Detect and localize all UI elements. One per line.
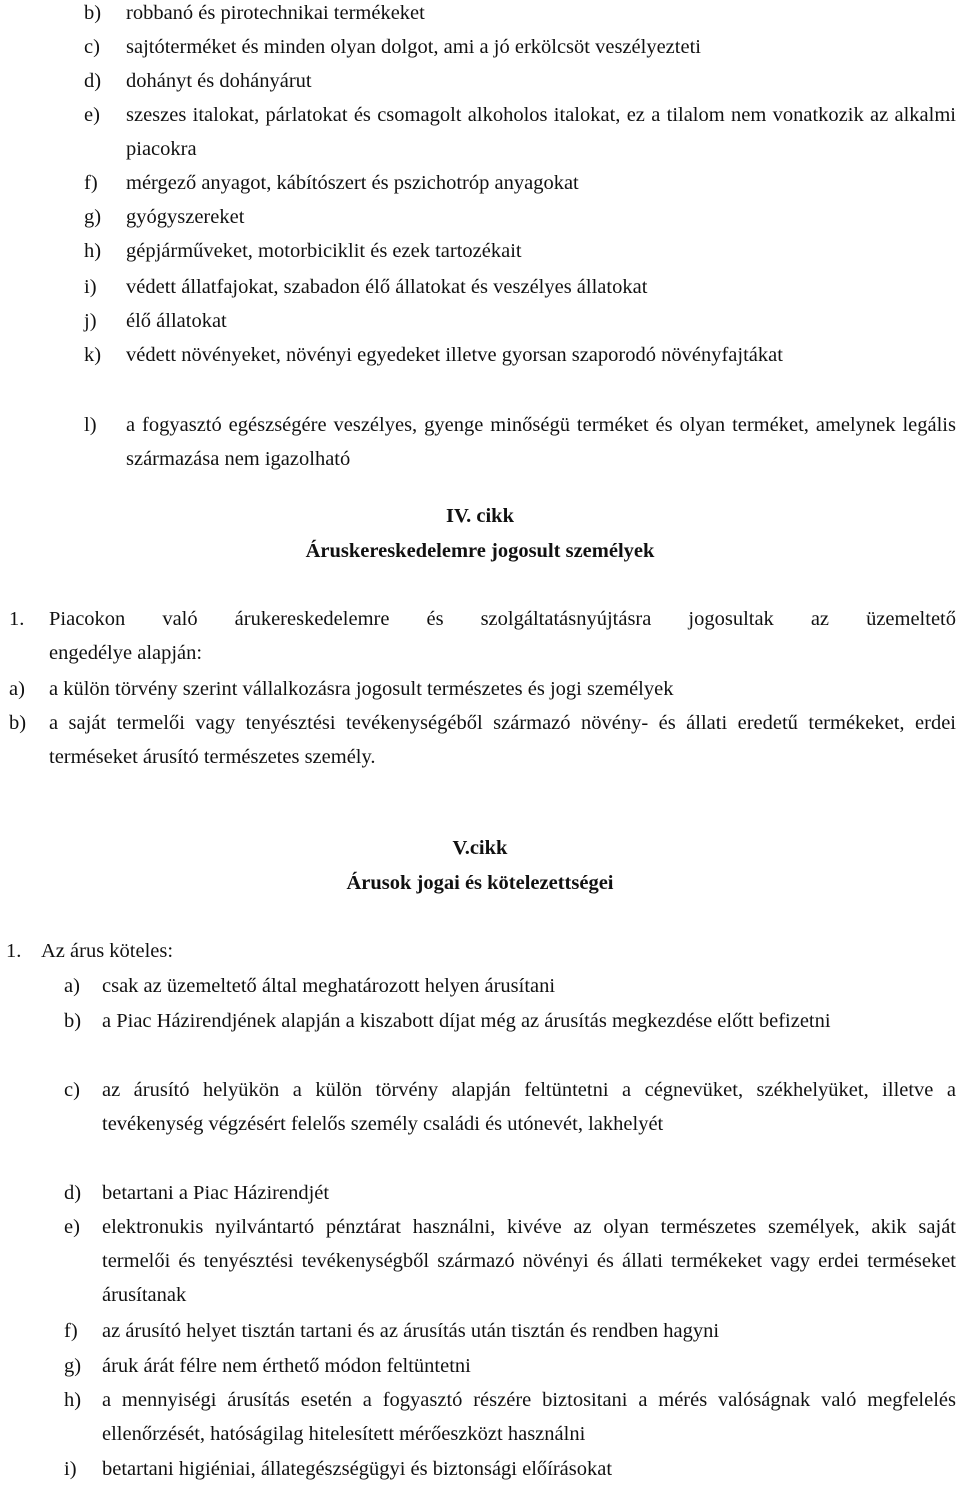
item-text: betartani higiéniai, állategészségügyi és biztonsági előírásokat [102, 1458, 613, 1480]
item-marker: k) [84, 344, 102, 366]
item-text: a mennyiségi árusítás esetén a fogyasztó részére biztositani a mérés valóságnak való megfelelés ellenőrzését, hatóságilag hitelesített mérőeszközt használni [102, 1389, 956, 1445]
item-text: élő állatokat [126, 310, 227, 332]
item-text: elektronukis nyilvántartó pénztárat használni, kivéve az olyan természetes személyek, akik saját termelői és tenyésztési tevékenységből származó növényi és állati termékeket vagy erdei terméseket árusítanak [102, 1216, 956, 1306]
item-text: a Piac Házirendjének alapján a kiszabott díjat még az árusítás megkezdése előtt befizetni [102, 1010, 831, 1032]
article-4-number: IV. cikk [446, 505, 514, 527]
paragraph-text: Az árus köteles: [41, 940, 174, 962]
item-text: a saját termelői vagy tenyésztési tevékenységéből származó növény- és állati eredetű termékeket, erdei terméseket árusító természetes személy. [49, 712, 956, 768]
item-text: gépjárműveket, motorbiciklit és ezek tartozékait [126, 240, 522, 262]
item-marker: b) [84, 2, 102, 24]
item-text: védett állatfajokat, szabadon élő állatokat és veszélyes állatokat [126, 276, 648, 298]
item-marker: f) [84, 172, 98, 194]
list-item [84, 304, 956, 338]
item-text: dohányt és dohányárut [126, 70, 312, 92]
list-item [84, 408, 956, 476]
item-marker: d) [64, 1182, 82, 1204]
list-item [84, 0, 956, 30]
item-marker: a) [9, 678, 25, 700]
item-marker: h) [64, 1389, 82, 1411]
item-text: sajtóterméket és minden olyan dolgot, ami a jó erkölcsöt veszélyezteti [126, 36, 701, 58]
list-item [64, 1349, 956, 1383]
list-item [84, 98, 956, 166]
list-item [84, 30, 956, 64]
list-item [9, 706, 956, 774]
article-4-title: Áruskereskedelemre jogosult személyek [305, 540, 655, 562]
list-item [64, 1383, 956, 1451]
list-item [84, 234, 956, 268]
item-text: a fogyasztó egészségére veszélyes, gyenge minőségü terméket és olyan terméket, amelynek legális származása nem igazolható [126, 414, 956, 470]
item-marker: i) [64, 1458, 77, 1480]
item-marker: a) [64, 975, 80, 997]
list-item [64, 1004, 956, 1038]
item-text: védett növényeket, növényi egyedeket illetve gyorsan szaporodó növényfajtákat [126, 344, 783, 366]
item-marker: e) [64, 1216, 80, 1238]
item-marker: b) [9, 712, 27, 734]
list-item [64, 1452, 956, 1486]
item-marker: c) [84, 36, 100, 58]
list-item [64, 1176, 956, 1210]
article-5-number: V.cikk [452, 837, 508, 859]
item-marker: f) [64, 1320, 78, 1342]
item-marker: e) [84, 104, 100, 126]
paragraph-number: 1. [6, 940, 22, 962]
item-marker: g) [84, 206, 102, 228]
item-text: robbanó és pirotechnikai termékeket [126, 2, 425, 24]
item-text: csak az üzemeltető által meghatározott helyen árusítani [102, 975, 556, 997]
item-marker: i) [84, 276, 97, 298]
item-text: az árusító helyükön a külön törvény alapján feltüntetni a cégnevüket, székhelyüket, illetve a tevékenység végzésért felelős személy családi és utónevét, lakhelyét [102, 1079, 956, 1135]
paragraph-text-line: engedélye alapján: [49, 642, 203, 664]
item-text: gyógyszereket [126, 206, 245, 228]
item-marker: b) [64, 1010, 82, 1032]
list-item [84, 166, 956, 200]
paragraph-text-line: Piacokon való árukereskedelemre és szolgáltatásnyújtásra jogosultak az üzemeltető [49, 608, 956, 630]
paragraph-number: 1. [9, 608, 25, 630]
list-item [84, 338, 956, 372]
item-text: a külön törvény szerint vállalkozásra jogosult természetes és jogi személyek [49, 678, 674, 700]
item-text: áruk árát félre nem érthető módon feltüntetni [102, 1355, 471, 1377]
list-item [84, 270, 956, 304]
list-item [84, 64, 956, 98]
list-item [64, 1210, 956, 1312]
item-text: mérgező anyagot, kábítószert és pszichotróp anyagokat [126, 172, 579, 194]
item-marker: h) [84, 240, 102, 262]
item-text: betartani a Piac Házirendjét [102, 1182, 330, 1204]
list-item [64, 1073, 956, 1141]
item-text: az árusító helyet tisztán tartani és az árusítás után tisztán és rendben hagyni [102, 1320, 720, 1342]
item-marker: j) [84, 310, 97, 332]
article-5-title: Árusok jogai és kötelezettségei [346, 872, 614, 894]
list-item [64, 969, 956, 1003]
list-item [9, 672, 956, 706]
item-marker: d) [84, 70, 102, 92]
item-marker: l) [84, 414, 97, 436]
item-marker: g) [64, 1355, 82, 1377]
item-text: szeszes italokat, párlatokat és csomagolt alkoholos italokat, ez a tilalom nem vonatkozik az alkalmi piacokra [126, 104, 956, 160]
list-item [64, 1314, 956, 1348]
list-item [84, 200, 956, 234]
item-marker: c) [64, 1079, 80, 1101]
